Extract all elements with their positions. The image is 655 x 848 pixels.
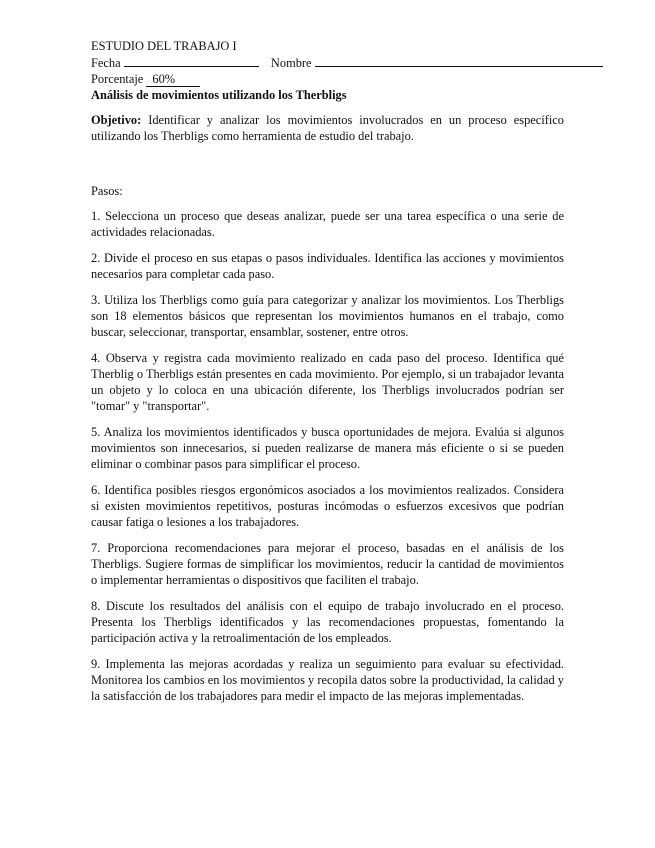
objective-paragraph [91, 112, 564, 144]
nombre-label: Nombre [270, 56, 312, 70]
step-item: 7. Proporciona recomendaciones para mejorar el proceso, basadas en el análisis de los Therbligs. Sugiere formas de simplificar los movimientos, reducir la cantidad de movimientos o implementar herramientas o dispositivos que faciliten el trabajo. [91, 541, 564, 587]
fecha-label: Fecha [91, 56, 121, 70]
step-item: 2. Divide el proceso en sus etapas o pasos individuales. Identifica las acciones y movimientos necesarios para completar cada paso. [91, 251, 564, 281]
nombre-blank-field [315, 54, 603, 67]
step-item: 9. Implementa las mejoras acordadas y realiza un seguimiento para evaluar su efectividad. Monitorea los cambios en los movimientos y recopila datos sobre la productividad, la calidad y la satisfacción de los trabajadores para medir el impacto de las mejoras implementadas. [91, 657, 564, 703]
objective-label: Objetivo: [91, 113, 142, 127]
step-item: 8. Discute los resultados del análisis con el equipo de trabajo involucrado en el proceso. Presenta los Therbligs identificados y las recomendaciones propuestas, fomentando la participación activa y la retroalimentación de los empleados. [91, 599, 564, 645]
step-item: 3. Utiliza los Therbligs como guía para categorizar y analizar los movimientos. Los Therbligs son 18 elementos básicos que representan los movimientos humanos en el trabajo, como buscar, seleccionar, transportar, ensamblar, sostener, entre otros. [91, 293, 564, 339]
course-title: ESTUDIO DEL TRABAJO I [91, 39, 237, 53]
porcentaje-label: Porcentaje [91, 72, 144, 86]
fecha-nombre-line [91, 54, 564, 71]
objective-text: Identificar y analizar los movimientos involucrados en un proceso específico utilizando los Therbligs como herramienta de estudio del trabajo. [91, 113, 564, 143]
step-item: 4. Observa y registra cada movimiento realizado en cada paso del proceso. Identifica qué Therblig o Therbligs están presentes en cada movimiento. Por ejemplo, si un trabajador levanta un objeto y lo coloca en una ubicación diferente, los Therbligs involucrados podrían ser "tomar" y "transportar". [91, 351, 564, 413]
step-item: 1. Selecciona un proceso que deseas analizar, puede ser una tarea específica o una serie de actividades relacionadas. [91, 209, 564, 239]
porcentaje-value: 60% [146, 72, 200, 87]
steps-heading: Pasos: [91, 184, 123, 198]
step-item: 5. Analiza los movimientos identificados y busca oportunidades de mejora. Evalúa si algunos movimientos son innecesarios, si pueden realizarse de manera más eficiente o si se pueden eliminar o combinar pasos para simplificar el proceso. [91, 425, 564, 471]
step-item: 6. Identifica posibles riesgos ergonómicos asociados a los movimientos realizados. Considera si existen movimientos repetitivos, posturas incómodas o esfuerzos excesivos que podrían causar fatiga o lesiones a los trabajadores. [91, 483, 564, 529]
document-content [91, 38, 564, 704]
porcentaje-line [91, 71, 564, 87]
document-heading: Análisis de movimientos utilizando los Therbligs [91, 88, 347, 102]
fecha-blank-field [124, 54, 259, 67]
